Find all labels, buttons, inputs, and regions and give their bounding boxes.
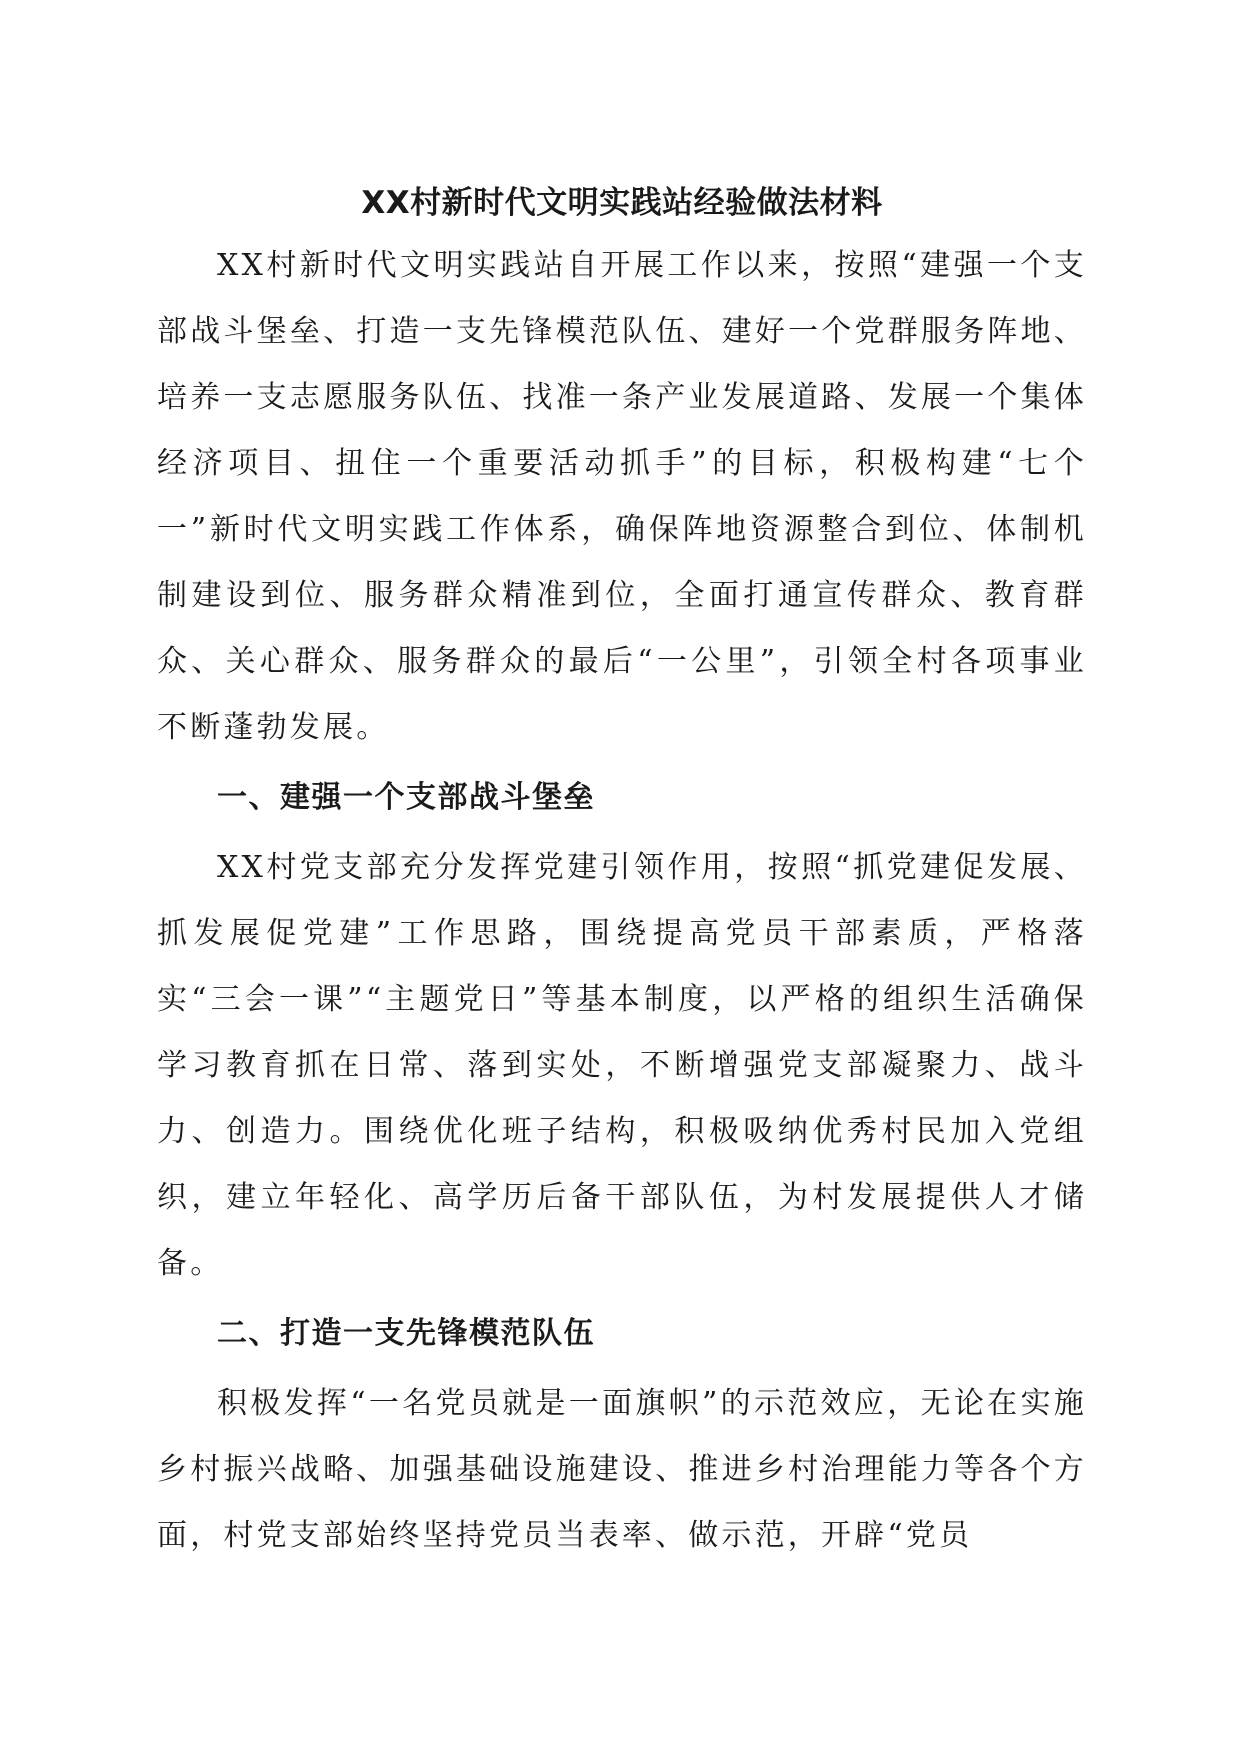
section-1-heading: 一、建强一个支部战斗堡垒: [217, 780, 595, 815]
intro-paragraph: XX村新时代文明实践站自开展工作以来，按照“建强一个支部战斗堡垒、打造一支先锋模范队伍、建好一个党群服务阵地、培养一支志愿服务队伍、找准一条产业发展道路、发展一个集体经济项目、扭住一个重要活动抓手”的目标，积极构建“七个一”新时代文明实践工作体系，确保阵地资源整合到位、体制机制建设到位、服务群众精准到位，全面打通宣传群众、教育群众、关心群众、服务群众的最后“一公里”，引领全村各项事业不断蓬勃发展。: [157, 248, 1087, 745]
section-1-body: XX村党支部充分发挥党建引领作用，按照“抓党建促发展、抓发展促党建”工作思路，围绕提高党员干部素质，严格落实“三会一课”“主题党日”等基本制度，以严格的组织生活确保学习教育抓在日常、落到实处，不断增强党支部凝聚力、战斗力、创造力。围绕优化班子结构，积极吸纳优秀村民加入党组织，建立年轻化、高学历后备干部队伍，为村发展提供人才储备。: [157, 850, 1087, 1281]
document-page: [157, 183, 1087, 1569]
section-2-heading: 二、打造一支先锋模范队伍: [217, 1316, 595, 1351]
section-2-body: 积极发挥“一名党员就是一面旗帜”的示范效应，无论在实施乡村振兴战略、加强基础设施建设、推进乡村治理能力等各个方面，村党支部始终坚持党员当表率、做示范，开辟“党员: [157, 1386, 1087, 1553]
document-title: XX村新时代文明实践站经验做法材料: [361, 185, 883, 221]
